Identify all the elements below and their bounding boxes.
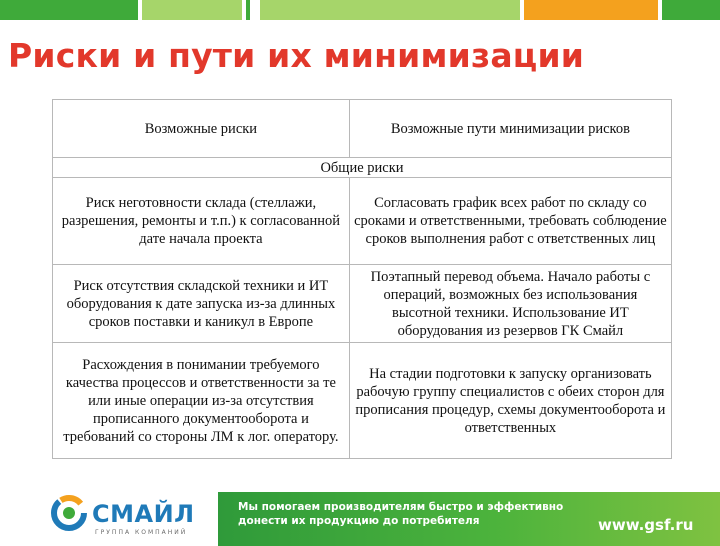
page-title: Риски и пути их минимизации bbox=[8, 36, 585, 75]
slogan-line-2: донести их продукцию до потребителя bbox=[238, 515, 480, 527]
risk-cell: Риск отсутствия складской техники и ИТ оборудования к дате запуска из-за длинных сроков поставки и каникул в Европе bbox=[53, 265, 350, 343]
logo-subtitle: ГРУППА КОМПАНИЙ bbox=[95, 529, 188, 536]
risk-table bbox=[52, 99, 672, 459]
table-row bbox=[53, 178, 672, 265]
header-mitigation: Возможные пути минимизации рисков bbox=[349, 100, 671, 158]
risk-cell: Риск неготовности склада (стеллажи, разрешения, ремонты и т.п.) к согласованной дате начала проекта bbox=[53, 178, 350, 265]
top-bar-green bbox=[0, 0, 138, 20]
top-bar-light-green-1 bbox=[142, 0, 242, 20]
section-general-risks: Общие риски bbox=[53, 158, 672, 178]
table-row bbox=[53, 343, 672, 459]
risk-cell: Расхождения в понимании требуемого качества процессов и ответственности за те или иные операции из-за отсутствия прописанного документооборота и требований со стороны ЛМ к лог. оператору. bbox=[53, 343, 350, 459]
header-risks: Возможные риски bbox=[53, 100, 350, 158]
top-bar-green-right bbox=[662, 0, 720, 20]
top-decorative-bars bbox=[0, 0, 720, 22]
top-bar-light-green-2 bbox=[260, 0, 520, 20]
slogan-line-1: Мы помогаем производителям быстро и эффективно bbox=[238, 501, 564, 513]
website-link[interactable]: www.gsf.ru bbox=[598, 516, 694, 534]
section-row bbox=[53, 158, 672, 178]
mitigation-cell: На стадии подготовки к запуску организовать рабочую группу специалистов с обеих сторон для прописания процедур, схемы документооборота и ответственных bbox=[349, 343, 671, 459]
mitigation-cell: Поэтапный перевод объема. Начало работы с операций, возможных без использования высотной техники. Использование ИТ оборудования из резервов ГК Смайл bbox=[349, 265, 671, 343]
logo-name: СМАЙЛ bbox=[92, 500, 195, 528]
top-bar-thin bbox=[246, 0, 250, 20]
table-row bbox=[53, 265, 672, 343]
footer bbox=[0, 486, 720, 540]
mitigation-cell: Согласовать график всех работ по складу со сроками и ответственными, требовать соблюдение сроков выполнения работ с ответственных лиц bbox=[349, 178, 671, 265]
top-bar-orange bbox=[524, 0, 658, 20]
smile-logo-icon bbox=[50, 494, 88, 532]
table-header-row bbox=[53, 100, 672, 158]
footer-slogan bbox=[238, 500, 578, 528]
